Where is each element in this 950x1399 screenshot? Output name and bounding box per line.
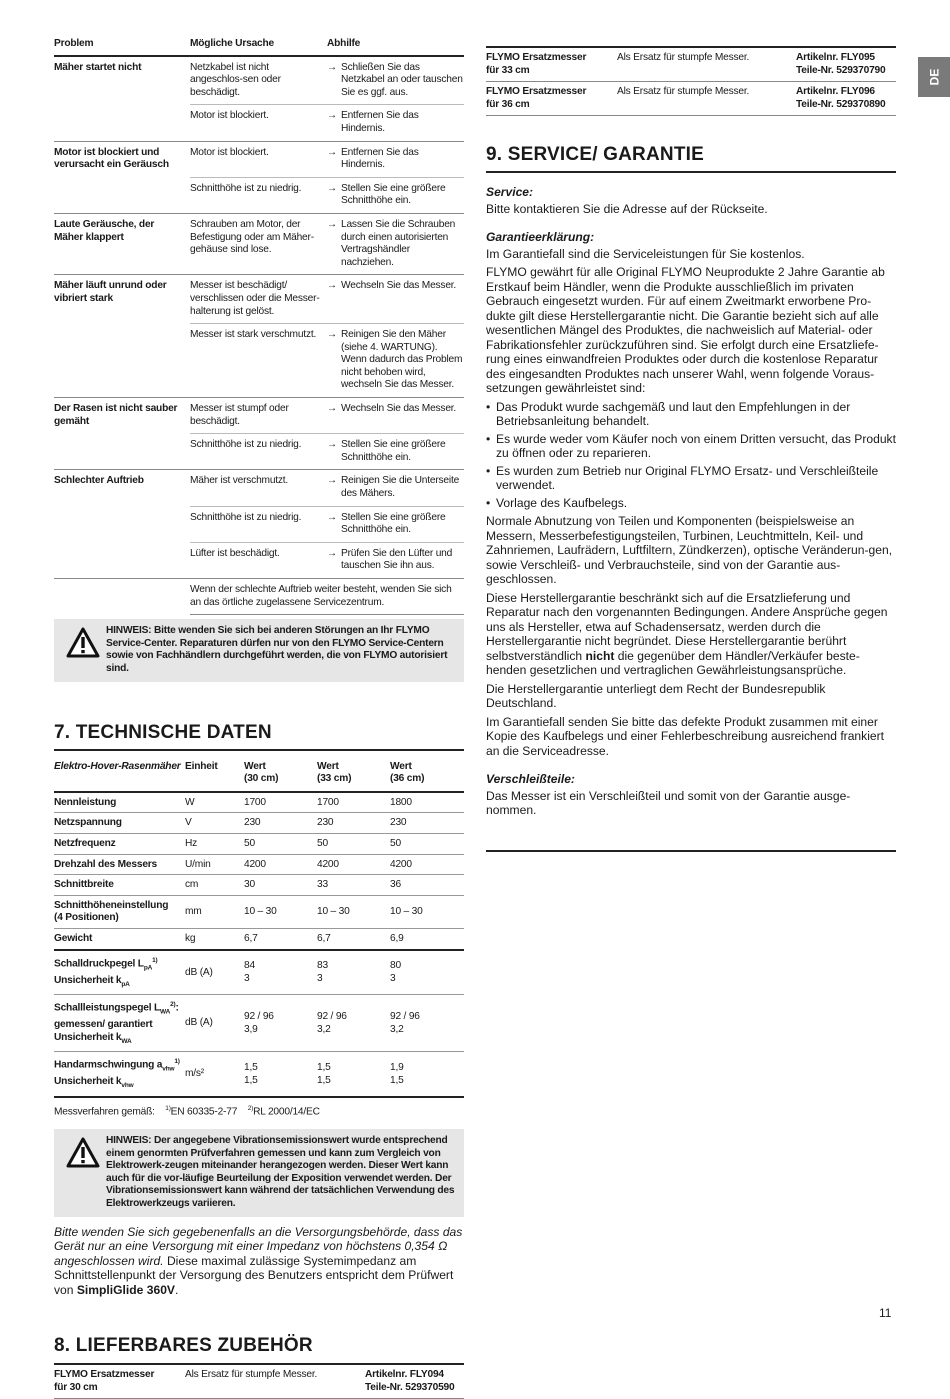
tech-value-33: 50 xyxy=(317,837,328,849)
condition-item xyxy=(486,464,896,493)
label-text: : xyxy=(175,1002,179,1014)
remedy-cell xyxy=(327,548,464,573)
tech-value-30: 1700 xyxy=(244,796,266,808)
page-number: 11 xyxy=(879,1306,892,1320)
problem-cell: Motor ist blockiert und verursacht ein Geräusch xyxy=(54,146,169,171)
tech-value-30: 230 xyxy=(244,817,261,829)
wear-parts-text: Das Messer ist ein Verschleißteil und somit von der Garantie ausge-nommen. xyxy=(486,788,851,818)
tech-value-33: 6,7 xyxy=(317,932,331,944)
tech-label: Netzspannung xyxy=(54,817,122,829)
arrow-right-icon: → xyxy=(327,110,337,122)
warranty-p1: Im Garantiefall sind die Serviceleistungen für Sie kostenlos. xyxy=(486,246,805,261)
tech-unit: Hz xyxy=(185,837,198,849)
footnote-sup: 1) xyxy=(165,1105,171,1113)
remedy-cell xyxy=(327,329,464,392)
remedy-cell xyxy=(327,403,464,428)
tech-label: Schnitthöheneinstellung (4 Positionen) xyxy=(54,899,169,924)
service-body xyxy=(486,185,896,818)
accessory-table-continued xyxy=(486,46,896,116)
tech-label: Nennleistung xyxy=(54,796,117,808)
condition-item xyxy=(486,400,896,429)
cause-cell: Motor ist blockiert. xyxy=(190,110,269,122)
label-sub: pA xyxy=(121,980,130,988)
header-remedy: Abhilfe xyxy=(327,38,361,49)
remedy-cell xyxy=(327,183,464,208)
label-text: Unsicherheit k xyxy=(54,974,122,986)
remedy-cell xyxy=(327,219,464,269)
arrow-right-icon: → xyxy=(327,280,337,292)
tech-header-30: Wert (30 cm) xyxy=(244,760,279,785)
label-sub: WA xyxy=(121,1037,132,1045)
arrow-right-icon: → xyxy=(327,182,337,194)
tech-header-unit: Einheit xyxy=(185,760,218,772)
troubleshooting-row xyxy=(54,142,464,214)
remedy-cell xyxy=(327,147,464,172)
warranty-conditions xyxy=(486,400,896,511)
product-name: SimpliGlide 360V xyxy=(76,1282,175,1297)
arrow-right-icon: → xyxy=(327,475,337,487)
tech-row-vibration xyxy=(54,1052,464,1098)
remedy-text: Prüfen Sie den Lüfter und tauschen Sie ihn aus. xyxy=(341,547,453,572)
tech-value-33: 33 xyxy=(317,879,328,891)
tech-value-30: 92 / 96 3,9 xyxy=(244,1011,274,1035)
warranty-p4-bold: nicht xyxy=(585,648,615,663)
remedy-text: Stellen Sie eine größere Schnitthöhe ein. xyxy=(341,439,446,463)
cause-cell: Lüfter ist beschädigt. xyxy=(190,547,280,559)
remedy-text: Stellen Sie eine größere Schnitthöhe ein. xyxy=(341,511,446,536)
tech-value-33: 92 / 96 3,2 xyxy=(317,1011,347,1035)
tech-header-product: Elektro-Hover-Rasenmäher xyxy=(54,760,181,772)
notice-text: HINWEIS: Der angegebene Vibrationsemissionswert wurde entsprechend einem genormten Prüfverfahren gemessen und kann zum Vergleich von Elektrowerk-zeugen miteinander herangezogen werden. Dieser Wert kann auch für die vor-läufige Beurteilung der Exposition verwendet werden. Der Vibrationsemissionswert kann während der tatsächlichen Verwendung des Elektrowerkzeugs variieren. xyxy=(106,1135,455,1209)
cause-cell: Mäher ist verschmutzt. xyxy=(190,475,289,487)
tech-label: Netzfrequenz xyxy=(54,837,116,849)
cause-remedy-row xyxy=(190,57,464,106)
footnote-label: Messverfahren gemäß: xyxy=(54,1106,155,1118)
tech-header-36: Wert (36 cm) xyxy=(390,760,425,785)
troubleshooting-notice xyxy=(54,619,464,681)
remedy-text: Entfernen Sie das Hindernis. xyxy=(341,110,419,134)
bullet-icon: • xyxy=(486,431,491,446)
remedy-text: Wechseln Sie das Messer. xyxy=(341,403,457,415)
accessory-name: FLYMO Ersatzmesser für 36 cm xyxy=(486,86,587,110)
tech-label xyxy=(54,955,185,992)
arrow-right-icon: → xyxy=(327,218,337,230)
cause-remedy-row xyxy=(190,434,464,469)
cause-cell: Schnitthöhe ist zu niedrig. xyxy=(190,182,302,194)
warranty-p4-text: die gegenüber dem Händler/Verkäufer beste-henden gesetzlichen und vertraglichen Gewährleistungsansprüche. xyxy=(486,648,860,678)
vibration-notice xyxy=(54,1129,464,1217)
tech-value-30: 50 xyxy=(244,837,255,849)
tech-row xyxy=(54,793,464,814)
left-column xyxy=(54,38,464,1399)
troubleshooting-body xyxy=(54,57,464,579)
tech-label: Gewicht xyxy=(54,932,93,944)
tech-row-sound-power xyxy=(54,995,464,1052)
tech-table-header xyxy=(54,751,464,793)
warranty-p5: Die Herstellergarantie unterliegt dem Recht der Bundesrepublik Deutschland. xyxy=(486,681,826,711)
footnote-2: RL 2000/14/EC xyxy=(253,1106,320,1118)
label-text: Schallleistungspegel L xyxy=(54,1002,160,1014)
remedy-text: Schließen Sie das Netzkabel an oder tauschen Sie es ggf. aus. xyxy=(341,61,463,98)
label-sup: 2) xyxy=(170,1001,176,1009)
impedance-text: Diese maximal zulässige Systemimpedanz am Schnittstellenpunkt der Versorgung des Benutzers entspricht dem Prüfwert von xyxy=(54,1253,454,1297)
tech-row xyxy=(54,834,464,855)
troubleshooting-row xyxy=(54,57,464,142)
tech-unit: kg xyxy=(185,932,196,944)
accessories-heading: 8. LIEFERBARES ZUBEHÖR xyxy=(54,1335,313,1357)
accessory-row xyxy=(486,82,896,116)
tech-value-30: 30 xyxy=(244,879,255,891)
tech-row xyxy=(54,875,464,896)
accessory-art: Artikelnr. FLY094 Teile-Nr. 529370590 xyxy=(365,1369,455,1393)
tech-value-36: 50 xyxy=(390,837,401,849)
remedy-text: Entfernen Sie das Hindernis. xyxy=(341,146,419,171)
tech-row-sound-pressure xyxy=(54,951,464,996)
cause-remedy-row xyxy=(190,398,464,434)
section-end-rule xyxy=(486,850,896,852)
tech-unit: dB (A) xyxy=(185,966,213,978)
tech-row xyxy=(54,896,464,929)
cause-cell: Netzkabel ist nicht angeschlos-sen oder beschädigt. xyxy=(190,61,281,98)
tech-row xyxy=(54,813,464,834)
troubleshooting-row xyxy=(54,398,464,470)
bullet-icon: • xyxy=(486,495,491,510)
tech-label xyxy=(54,999,185,1048)
condition-text: Es wurde weder vom Käufer noch von einem Dritten versucht, das Produkt zu öffnen oder zu reparieren. xyxy=(496,431,896,461)
arrow-right-icon: → xyxy=(327,439,337,451)
cause-remedy-row xyxy=(190,214,464,274)
warranty-p4 xyxy=(486,591,896,678)
tech-value-30: 10 – 30 xyxy=(244,906,277,918)
tech-value-36: 230 xyxy=(390,817,407,829)
service-label: Service: xyxy=(486,185,534,200)
label-text: gemessen/ garantiert xyxy=(54,1019,153,1031)
label-text: Handarmschwingung a xyxy=(54,1059,163,1071)
tech-unit: m/s² xyxy=(185,1068,205,1080)
problem-cell: Laute Geräusche, der Mäher klappert xyxy=(54,218,155,243)
cause-cell: Schnitthöhe ist zu niedrig. xyxy=(190,511,302,523)
accessory-row xyxy=(54,1363,464,1399)
remedy-text: Lassen Sie die Schrauben durch einen autorisierten Vertragshändler nachziehen. xyxy=(341,218,456,268)
label-sub: WA xyxy=(160,1008,171,1016)
bullet-icon: • xyxy=(486,463,491,478)
troubleshooting-row xyxy=(54,214,464,275)
remedy-cell xyxy=(327,512,464,537)
tech-simple-rows xyxy=(54,793,464,951)
tech-value-33: 83 3 xyxy=(317,960,328,984)
tech-header-33: Wert (33 cm) xyxy=(317,760,352,785)
tech-footnote xyxy=(54,1098,464,1119)
wear-parts-label: Verschleißteile: xyxy=(486,772,575,787)
header-problem: Problem xyxy=(54,38,94,49)
tech-table-body xyxy=(54,793,464,1098)
warning-icon xyxy=(60,1135,106,1211)
problem-cell: Mäher läuft unrund oder vibriert stark xyxy=(54,280,167,304)
footnote-1: EN 60335-2-77 xyxy=(170,1106,238,1118)
cause-remedy-row xyxy=(190,543,464,578)
tech-value-36: 92 / 96 3,2 xyxy=(390,1011,420,1035)
header-cause: Mögliche Ursache xyxy=(190,38,274,49)
label-sub: vhw xyxy=(162,1065,175,1073)
warranty-label: Garantieerklärung: xyxy=(486,230,595,245)
tech-table xyxy=(54,751,464,1217)
arrow-right-icon: → xyxy=(327,403,337,415)
cause-cell: Schnitthöhe ist zu niedrig. xyxy=(190,439,302,451)
tech-value-30: 6,7 xyxy=(244,932,258,944)
remedy-text: Wechseln Sie das Messer. xyxy=(341,280,457,292)
remedy-cell xyxy=(327,439,464,464)
remedy-cell xyxy=(327,62,464,100)
label-sub: vhw xyxy=(121,1082,134,1090)
arrow-right-icon: → xyxy=(327,146,337,158)
troubleshooting-final-note: Wenn der schlechte Auftrieb weiter besteht, wenden Sie sich an das örtliche zugelassene Servicezentrum. xyxy=(190,579,464,615)
arrow-right-icon: → xyxy=(327,329,337,341)
tech-unit: cm xyxy=(185,879,199,891)
impedance-italic: Bitte wenden Sie sich gegebenenfalls an die Versorgungsbehörde, dass das Gerät nur an eine Versorgung mit einer Impedanz von höchstens 0,354 Ω angeschlossen wird. xyxy=(54,1224,463,1268)
troubleshooting-row xyxy=(54,470,464,579)
tech-unit: V xyxy=(185,817,192,829)
accessory-art: Artikelnr. FLY095 Teile-Nr. 529370790 xyxy=(796,52,886,76)
problem-cell: Der Rasen ist nicht sauber gemäht xyxy=(54,403,178,427)
accessory-desc: Als Ersatz für stumpfe Messer. xyxy=(617,86,750,98)
tech-value-36: 1800 xyxy=(390,796,412,808)
tech-value-36: 4200 xyxy=(390,858,412,870)
tech-unit: U/min xyxy=(185,858,211,870)
tech-value-33: 10 – 30 xyxy=(317,906,350,918)
problem-cell: Schlechter Auftrieb xyxy=(54,475,144,487)
service-text: Bitte kontaktieren Sie die Adresse auf der Rückseite. xyxy=(486,201,768,216)
cause-remedy-row xyxy=(190,324,464,397)
tech-value-36: 80 3 xyxy=(390,960,401,984)
label-text: Schalldruckpegel L xyxy=(54,957,144,969)
cause-cell: Schrauben am Motor, der Befestigung oder am Mäher-gehäuse sind lose. xyxy=(190,218,314,256)
tech-value-33: 1,5 1,5 xyxy=(317,1062,331,1086)
accessory-name: FLYMO Ersatzmesser für 33 cm xyxy=(486,52,587,76)
cause-cell: Messer ist stark verschmutzt. xyxy=(190,329,317,341)
cause-remedy-row xyxy=(190,142,464,178)
tech-value-30: 84 3 xyxy=(244,960,255,984)
tech-value-33: 4200 xyxy=(317,858,339,870)
tech-value-30: 1,5 1,5 xyxy=(244,1062,258,1086)
condition-text: Es wurden zum Betrieb nur Original FLYMO Ersatz- und Verschleißteile verwendet. xyxy=(496,463,879,493)
right-column xyxy=(486,46,896,852)
tech-value-36: 1,9 1,5 xyxy=(390,1062,404,1086)
tech-unit: W xyxy=(185,796,195,808)
tech-heading: 7. TECHNISCHE DATEN xyxy=(54,722,464,751)
cause-remedy-row xyxy=(190,507,464,543)
cause-cell: Messer ist stumpf oder beschädigt. xyxy=(190,403,289,427)
tech-row xyxy=(54,855,464,876)
remedy-text: Reinigen Sie den Mäher (siehe 4. WARTUNG). Wenn dadurch das Problem nicht behoben wird, wechseln Sie das Messer. xyxy=(341,329,463,391)
problem-cell: Mäher startet nicht xyxy=(54,61,142,73)
tech-unit: mm xyxy=(185,906,202,918)
troubleshooting-header xyxy=(54,38,464,57)
condition-item xyxy=(486,496,896,511)
language-tab xyxy=(918,57,950,97)
troubleshooting-row xyxy=(54,275,464,398)
cause-cell: Messer ist beschädigt/ verschlissen oder die Messer-halterung ist gelöst. xyxy=(190,280,320,317)
warranty-p2: FLYMO gewährt für alle Original FLYMO Neuprodukte 2 Jahre Garantie ab Erstkauf beim Händler, wenn die Produkte ausschließlich im privaten Gebrauch eingesetzt wurden. Für auf einem Zweitmarkt erworbene Pro-dukte gilt diese Herstellergarantie nicht. Die Garantie bezieht sich auf alle wesentlichen Mängel des Produktes, die nachweislich auf Material- oder Fabrikationsfehler zurückzuführen sind. Sie erfolgt durch eine Ersatzliefe-rung eines einwandfreien Produktes oder durch die kostenlose Reparatur des eingesandten Produktes nach unserer Wahl, wenn folgende Voraus-setzungen gewährleistet sind: xyxy=(486,265,885,396)
impedance-end: . xyxy=(175,1282,179,1297)
cause-remedy-row xyxy=(190,470,464,506)
tech-value-33: 1700 xyxy=(317,796,339,808)
troubleshooting-table xyxy=(54,38,464,682)
tech-unit: dB (A) xyxy=(185,1017,213,1029)
tech-value-33: 230 xyxy=(317,817,334,829)
condition-item xyxy=(486,432,896,461)
label-text: Unsicherheit k xyxy=(54,1076,122,1088)
accessory-desc: Als Ersatz für stumpfe Messer. xyxy=(617,52,750,63)
remedy-cell xyxy=(327,110,464,135)
tech-value-36: 36 xyxy=(390,879,401,891)
remedy-text: Reinigen Sie die Unterseite des Mähers. xyxy=(341,475,460,500)
warranty-p4-text: Diese Herstellergarantie beschränkt sich auf die Ersatzlieferung und Reparatur nach den vorgenannten Bedingungen. Andere Ansprüche gegen uns als Hersteller, etwa auf Schadensersatz, werden durch die Herstellergarantie nicht begründet. Diese Herstellergarantie berührt selbstverständlich xyxy=(486,590,888,663)
tech-value-30: 4200 xyxy=(244,858,266,870)
arrow-right-icon: → xyxy=(327,511,337,523)
tech-label: Drehzahl des Messers xyxy=(54,858,158,870)
condition-text: Vorlage des Kaufbelegs. xyxy=(496,495,628,510)
cause-remedy-row xyxy=(190,105,464,140)
warranty-p3: Normale Abnutzung von Teilen und Komponenten (beispielsweise an Messern, Messerbefestigungsteilen, Turbinen, Leuchtmitteln, Keil- und Zahnriemen, Laufrädern, Luftfiltern, Zündkerzen), optische Veränderun-gen, sowie Verschleiß- und Verbrauchsteile, sind von der Garantie aus-geschlossen. xyxy=(486,514,893,587)
cause-remedy-row xyxy=(190,275,464,324)
tech-label xyxy=(54,1056,185,1093)
label-sub: pA xyxy=(143,963,153,971)
label-sup: 1) xyxy=(174,1058,180,1066)
notice-text: HINWEIS: Bitte wenden Sie sich bei anderen Störungen an Ihr FLYMO Service-Center. Reparaturen dürfen nur von den FLYMO Service-Centern sowie von Fachhändlern durchgeführt werden, die von FLYMO autorisiert sind. xyxy=(106,625,448,674)
impedance-paragraph xyxy=(54,1225,464,1298)
tech-row xyxy=(54,929,464,951)
label-text: Unsicherheit k xyxy=(54,1031,122,1043)
label-sup: 1) xyxy=(152,956,158,964)
warranty-p6: Im Garantiefall senden Sie bitte das defekte Produkt zusammen mit einer Kopie des Kaufbelegs und einer Fehlerbeschreibung ausreichend frankiert an die Serviceadresse. xyxy=(486,714,885,758)
tech-label: Schnittbreite xyxy=(54,879,114,891)
accessory-name: FLYMO Ersatzmesser für 30 cm xyxy=(54,1369,155,1393)
remedy-cell xyxy=(327,475,464,500)
remedy-text: Stellen Sie eine größere Schnitthöhe ein. xyxy=(341,182,446,207)
arrow-right-icon: → xyxy=(327,61,337,73)
cause-remedy-row xyxy=(190,178,464,213)
tech-value-36: 6,9 xyxy=(390,932,404,944)
language-code: DE xyxy=(926,68,941,86)
cause-cell: Motor ist blockiert. xyxy=(190,146,269,158)
service-heading: 9. SERVICE/ GARANTIE xyxy=(486,144,896,173)
bullet-icon: • xyxy=(486,399,491,414)
tech-value-36: 10 – 30 xyxy=(390,906,423,918)
arrow-right-icon: → xyxy=(327,547,337,559)
warning-icon xyxy=(60,625,106,675)
accessory-art: Artikelnr. FLY096 Teile-Nr. 529370890 xyxy=(796,86,886,110)
footnote-sup: 2) xyxy=(247,1105,254,1113)
condition-text: Das Produkt wurde sachgemäß und laut den Empfehlungen in der Betriebsanleitung behandelt. xyxy=(496,399,851,429)
remedy-cell xyxy=(327,280,464,318)
accessory-desc: Als Ersatz für stumpfe Messer. xyxy=(185,1369,318,1381)
accessory-row xyxy=(486,46,896,82)
